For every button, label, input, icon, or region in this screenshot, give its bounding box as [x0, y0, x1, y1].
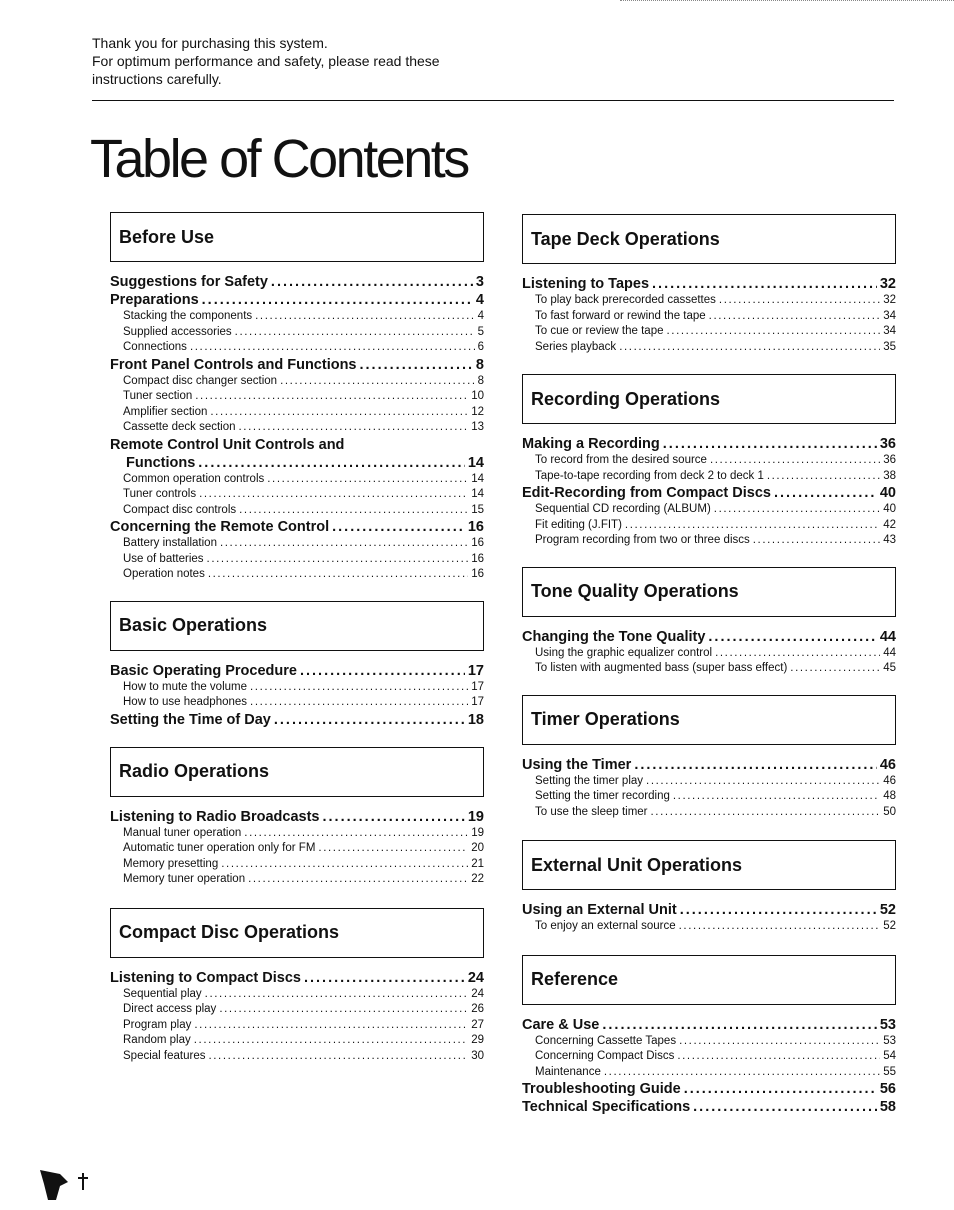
toc-entry-title: Listening to Tapes	[522, 276, 650, 292]
dot-leader	[221, 857, 468, 873]
toc-subentry-title: Sequential CD recording (ALBUM)	[535, 503, 711, 515]
dot-leader	[267, 472, 468, 488]
toc-entry-title: Listening to Radio Broadcasts	[110, 808, 320, 825]
toc-subentry-title: Automatic tuner operation only for FM	[123, 842, 316, 854]
toc-subentry-page: 5	[477, 325, 484, 338]
section-heading-box: Compact Disc Operations	[110, 908, 484, 958]
toc-section	[110, 747, 484, 888]
dot-leader	[219, 1002, 468, 1018]
section-heading-box: Tape Deck Operations	[522, 214, 896, 264]
toc-subentry-page: 17	[471, 696, 484, 708]
toc-subentry[interactable]	[522, 453, 896, 469]
toc-subentry[interactable]	[110, 987, 484, 1003]
section-heading-box: Radio Operations	[110, 747, 484, 797]
toc-subentry[interactable]	[522, 502, 896, 518]
dot-leader	[604, 1065, 880, 1081]
section-heading-box: Recording Operations	[522, 374, 896, 424]
dot-leader	[194, 1018, 468, 1034]
toc-subentry-title: To enjoy an external source	[535, 920, 676, 932]
toc-entry-page: 36	[879, 436, 896, 452]
dot-leader	[248, 872, 468, 888]
toc-subentry-title: Connections	[123, 341, 187, 353]
dot-leader	[271, 273, 473, 291]
dot-leader	[318, 841, 468, 857]
section-heading-box: Basic Operations	[110, 601, 484, 651]
toc-subentry-title: To listen with augmented bass (super bass effect)	[535, 662, 788, 674]
toc-subentry-page: 13	[471, 421, 484, 433]
toc-subentry-title: Setting the timer recording	[535, 790, 670, 802]
toc-entry-page: 16	[467, 519, 484, 535]
toc-subentry-page: 6	[477, 341, 484, 353]
toc-subentry[interactable]	[522, 789, 896, 805]
toc-entry[interactable]	[522, 756, 896, 774]
toc-subentry[interactable]	[110, 1018, 484, 1034]
toc-entry[interactable]	[522, 484, 896, 502]
toc-subentry-page: 54	[883, 1050, 896, 1062]
dot-leader	[199, 487, 468, 503]
dot-leader	[190, 340, 475, 356]
toc-subentry-page: 52	[883, 920, 896, 932]
toc-entry-page: 4	[475, 292, 484, 308]
toc-subentry[interactable]	[110, 1049, 484, 1065]
toc-subentry-page: 53	[883, 1034, 896, 1047]
toc-subentry-page: 43	[883, 534, 896, 546]
dot-leader	[255, 309, 474, 325]
dot-leader	[220, 536, 468, 552]
top-edge-line	[620, 0, 954, 1]
dot-leader	[198, 454, 465, 472]
toc-subentry[interactable]	[522, 1049, 896, 1065]
toc-entry[interactable]	[522, 628, 896, 646]
dot-leader	[710, 453, 880, 469]
toc-entry-page: 3	[475, 274, 484, 290]
toc-subentry-title: How to use headphones	[123, 696, 248, 708]
dot-leader	[719, 293, 880, 309]
toc-subentry-title: Tuner section	[123, 390, 193, 402]
page-title: Table of Contents	[90, 129, 468, 189]
toc-subentry-page: 15	[471, 503, 484, 516]
toc-entry[interactable]	[522, 1080, 896, 1098]
dot-leader	[693, 1098, 877, 1116]
toc-subentry-title: Amplifier section	[123, 405, 208, 418]
toc-subentry-page: 34	[883, 325, 896, 337]
dot-leader	[250, 680, 468, 696]
toc-section	[522, 214, 896, 355]
toc-entry[interactable]	[522, 901, 896, 919]
toc-subentry-title: Battery installation	[123, 537, 217, 549]
dot-leader	[194, 1033, 468, 1049]
dot-leader	[210, 405, 468, 421]
toc-subentry[interactable]	[110, 1033, 484, 1049]
toc-entry[interactable]	[110, 518, 484, 536]
toc-entry-title: Basic Operating Procedure	[110, 662, 297, 679]
toc-subentry[interactable]	[110, 374, 484, 390]
toc-subentry-page: 16	[471, 552, 484, 565]
dot-leader	[651, 805, 881, 821]
toc-subentry-page: 14	[471, 488, 484, 500]
dot-leader	[673, 789, 880, 805]
toc-entry-title: Care & Use	[522, 1016, 600, 1033]
toc-subentry-title: Common operation controls	[123, 472, 265, 485]
toc-section	[522, 840, 896, 935]
toc-subentry[interactable]	[110, 680, 484, 696]
section-heading-box: Reference	[522, 955, 896, 1005]
toc-entry-title: Using an External Unit	[522, 902, 677, 918]
toc-subentry-page: 34	[883, 309, 896, 322]
toc-subentry-title: Memory presetting	[123, 857, 219, 870]
toc-subentry-page: 16	[471, 537, 484, 549]
dot-leader	[239, 503, 468, 519]
dot-leader	[684, 1080, 877, 1098]
toc-entry[interactable]	[110, 273, 484, 291]
toc-subentry[interactable]	[110, 309, 484, 325]
toc-entry-title: Front Panel Controls and Functions	[110, 356, 357, 373]
toc-section	[110, 212, 484, 583]
toc-subentry[interactable]	[110, 1002, 484, 1018]
toc-entry-title: Suggestions for Safety	[110, 274, 268, 290]
toc-subentry-title: Program play	[123, 1018, 192, 1031]
dot-leader	[322, 808, 464, 826]
toc-subentry[interactable]	[110, 487, 484, 503]
toc-entry-title: Setting the Time of Day	[110, 711, 271, 728]
toc-subentry-page: 44	[883, 646, 896, 659]
toc-subentry-page: 22	[471, 873, 484, 885]
toc-entry-title: Remote Control Unit Controls and	[110, 436, 345, 453]
toc-subentry[interactable]	[522, 805, 896, 821]
toc-subentry-page: 36	[883, 454, 896, 466]
toc-subentry[interactable]	[522, 661, 896, 677]
toc-subentry-title: Direct access play	[123, 1003, 217, 1015]
dot-leader	[304, 969, 465, 987]
toc-subentry-page: 17	[471, 680, 484, 693]
toc-section	[522, 374, 896, 549]
toc-subentry-title: Compact disc controls	[123, 503, 237, 516]
dot-leader	[274, 711, 465, 729]
toc-subentry-title: To cue or review the tape	[535, 325, 664, 337]
toc-subentry-page: 50	[883, 805, 896, 818]
toc-subentry-title: Tuner controls	[123, 488, 197, 500]
toc-subentry-title: To fast forward or rewind the tape	[535, 309, 706, 322]
toc-subentry[interactable]	[110, 695, 484, 711]
toc-subentry[interactable]	[110, 841, 484, 857]
toc-subentry[interactable]	[110, 325, 484, 341]
toc-entry-title: Technical Specifications	[522, 1099, 691, 1115]
toc-entry-page: 24	[467, 969, 484, 986]
dot-leader	[195, 389, 468, 405]
toc-entry[interactable]	[110, 454, 484, 472]
dot-leader	[753, 533, 880, 549]
toc-entry-title: Troubleshooting Guide	[522, 1081, 681, 1097]
toc-subentry[interactable]	[110, 552, 484, 568]
toc-subentry-title: Special features	[123, 1049, 206, 1062]
intro-line-3: instructions carefully.	[92, 71, 222, 87]
toc-subentry-page: 38	[883, 469, 896, 482]
toc-subentry-page: 45	[883, 662, 896, 674]
toc-subentry-title: Maintenance	[535, 1065, 601, 1078]
toc-subentry-page: 29	[471, 1034, 484, 1046]
dot-leader	[663, 435, 877, 453]
dot-leader	[677, 1049, 880, 1065]
dot-leader	[667, 324, 881, 340]
toc-entry[interactable]	[110, 291, 484, 309]
toc-entry-title: Edit-Recording from Compact Discs	[522, 485, 771, 501]
intro-line-1: Thank you for purchasing this system.	[92, 35, 328, 51]
toc-subentry[interactable]	[110, 872, 484, 888]
dot-leader	[714, 502, 880, 518]
toc-subentry[interactable]	[110, 420, 484, 436]
toc-subentry[interactable]	[522, 1034, 896, 1050]
toc-subentry-page: 26	[471, 1003, 484, 1015]
toc-section	[110, 601, 484, 729]
toc-entry[interactable]	[110, 711, 484, 729]
toc-subentry-title: To use the sleep timer	[535, 805, 648, 818]
toc-subentry-page: 14	[471, 472, 484, 485]
toc-subentry[interactable]	[522, 919, 896, 935]
dot-leader	[360, 356, 473, 374]
toc-entry-page: 46	[879, 756, 896, 773]
toc-section	[110, 908, 484, 1065]
toc-subentry-page: 12	[471, 405, 484, 418]
toc-subentry[interactable]	[110, 536, 484, 552]
intro-text	[92, 34, 552, 88]
dot-leader	[250, 695, 468, 711]
toc-entry-page: 53	[879, 1016, 896, 1033]
toc-subentry-title: Program recording from two or three discs	[535, 534, 750, 546]
toc-subentry-title: Setting the timer play	[535, 774, 644, 787]
section-heading-box: External Unit Operations	[522, 840, 896, 890]
toc-entry-title: Concerning the Remote Control	[110, 519, 330, 535]
toc-entry[interactable]	[522, 275, 896, 293]
toc-subentry-title: Fit editing (J.FIT)	[535, 518, 622, 531]
toc-subentry[interactable]	[522, 646, 896, 662]
toc-subentry[interactable]	[110, 389, 484, 405]
toc-subentry-page: 55	[883, 1065, 896, 1078]
toc-entry[interactable]	[110, 808, 484, 826]
toc-subentry-title: Memory tuner operation	[123, 873, 246, 885]
toc-subentry-title: Stacking the components	[123, 310, 253, 322]
toc-entry[interactable]	[522, 435, 896, 453]
toc-subentry[interactable]	[522, 309, 896, 325]
toc-subentry[interactable]	[110, 826, 484, 842]
dot-leader	[202, 291, 473, 309]
toc-subentry[interactable]	[522, 293, 896, 309]
toc-subentry-title: Operation notes	[123, 568, 205, 580]
toc-entry-page: 19	[467, 808, 484, 825]
page-corner-mark	[38, 1162, 98, 1202]
toc-subentry[interactable]	[522, 469, 896, 485]
dot-leader	[207, 552, 469, 568]
intro-line-2: For optimum performance and safety, please read these	[92, 53, 440, 69]
toc-subentry[interactable]	[110, 472, 484, 488]
toc-subentry[interactable]	[522, 518, 896, 534]
dot-leader	[280, 374, 475, 390]
toc-subentry-page: 16	[471, 568, 484, 580]
dot-leader	[619, 340, 880, 356]
dot-leader	[646, 774, 880, 790]
toc-entry-page: 32	[879, 276, 896, 292]
toc-subentry-title: Concerning Compact Discs	[535, 1050, 675, 1062]
toc-entry[interactable]	[110, 662, 484, 680]
toc-entry-page: 40	[879, 485, 896, 501]
dot-leader	[774, 484, 877, 502]
toc-subentry-title: Random play	[123, 1034, 191, 1046]
dot-leader	[300, 662, 465, 680]
toc-subentry-title: Concerning Cassette Tapes	[535, 1034, 677, 1047]
toc-subentry-title: Compact disc changer section	[123, 374, 278, 387]
dot-leader	[679, 1034, 880, 1050]
dot-leader	[332, 518, 465, 536]
toc-entry-page: 52	[879, 902, 896, 918]
toc-right-column	[522, 214, 896, 1116]
toc-entry-title: Using the Timer	[522, 756, 632, 773]
toc-entry[interactable]	[522, 1098, 896, 1116]
dot-leader	[602, 1016, 876, 1034]
toc-entry[interactable]	[110, 436, 484, 454]
toc-left-column	[110, 212, 484, 1064]
toc-section	[522, 695, 896, 821]
dot-leader	[708, 628, 876, 646]
toc-subentry-title: To play back prerecorded cassettes	[535, 294, 716, 306]
toc-entry-page: 17	[467, 662, 484, 679]
toc-subentry-page: 27	[471, 1018, 484, 1031]
toc-subentry-title: Cassette deck section	[123, 421, 236, 433]
toc-subentry-page: 20	[471, 842, 484, 854]
toc-entry-title: Making a Recording	[522, 436, 660, 452]
toc-subentry-page: 4	[477, 310, 484, 322]
toc-entry-title: Changing the Tone Quality	[522, 628, 706, 645]
toc-entry-title: Listening to Compact Discs	[110, 969, 301, 986]
toc-entry-page: 56	[879, 1081, 896, 1097]
toc-subentry-page: 46	[883, 774, 896, 787]
toc-subentry-title: Manual tuner operation	[123, 826, 242, 839]
toc-subentry[interactable]	[110, 857, 484, 873]
section-heading-box: Before Use	[110, 212, 484, 262]
dot-leader	[244, 826, 468, 842]
toc-entry-page: 14	[467, 454, 484, 471]
toc-subentry-page: 48	[883, 790, 896, 802]
dot-leader	[208, 567, 468, 583]
toc-subentry-title: To record from the desired source	[535, 454, 707, 466]
dot-leader	[239, 420, 469, 436]
dot-leader	[679, 919, 881, 935]
dot-leader	[680, 901, 877, 919]
toc-subentry[interactable]	[522, 1065, 896, 1081]
toc-subentry[interactable]	[110, 405, 484, 421]
toc-subentry-title: Using the graphic equalizer control	[535, 646, 713, 659]
toc-entry-page: 8	[475, 356, 484, 373]
toc-subentry[interactable]	[110, 503, 484, 519]
section-heading-box: Timer Operations	[522, 695, 896, 745]
toc-entry-page: 44	[879, 628, 896, 645]
toc-subentry-title: Supplied accessories	[123, 325, 232, 338]
dot-leader	[709, 309, 881, 325]
dot-leader	[235, 325, 475, 341]
toc-subentry-page: 40	[883, 503, 896, 515]
dot-leader	[208, 1049, 468, 1065]
toc-section	[522, 567, 896, 677]
toc-subentry[interactable]	[522, 340, 896, 356]
toc-subentry[interactable]	[110, 340, 484, 356]
toc-subentry-page: 24	[471, 987, 484, 1000]
toc-subentry[interactable]	[110, 567, 484, 583]
header-divider	[92, 100, 894, 101]
toc-subentry-page: 30	[471, 1049, 484, 1062]
dot-leader	[205, 987, 469, 1003]
toc-subentry[interactable]	[522, 324, 896, 340]
dot-leader	[767, 469, 880, 485]
toc-subentry-page: 10	[471, 390, 484, 402]
dot-leader	[790, 661, 880, 677]
toc-entry-title: Functions	[126, 454, 196, 471]
toc-entry-title: Preparations	[110, 292, 199, 308]
dot-leader	[625, 518, 880, 534]
toc-subentry-page: 42	[883, 518, 896, 531]
toc-subentry-page: 19	[471, 826, 484, 839]
toc-subentry-page: 21	[471, 857, 484, 870]
toc-subentry-title: Use of batteries	[123, 552, 204, 565]
toc-subentry-title: Sequential play	[123, 987, 202, 1000]
toc-subentry-page: 32	[883, 294, 896, 306]
dot-leader	[715, 646, 880, 662]
section-heading-box: Tone Quality Operations	[522, 567, 896, 617]
toc-subentry-title: How to mute the volume	[123, 680, 248, 693]
toc-entry-page: 18	[467, 711, 484, 728]
dot-leader	[652, 275, 877, 293]
toc-entry[interactable]	[522, 1016, 896, 1034]
toc-entry-page: 58	[879, 1099, 896, 1115]
toc-entry[interactable]	[110, 969, 484, 987]
toc-entry[interactable]	[110, 356, 484, 374]
toc-subentry-title: Tape-to-tape recording from deck 2 to deck 1	[535, 469, 764, 482]
toc-subentry[interactable]	[522, 533, 896, 549]
dot-leader	[634, 756, 877, 774]
toc-section	[522, 955, 896, 1117]
toc-subentry-page: 8	[477, 374, 484, 387]
toc-subentry[interactable]	[522, 774, 896, 790]
toc-subentry-page: 35	[883, 340, 896, 353]
toc-subentry-title: Series playback	[535, 340, 617, 353]
